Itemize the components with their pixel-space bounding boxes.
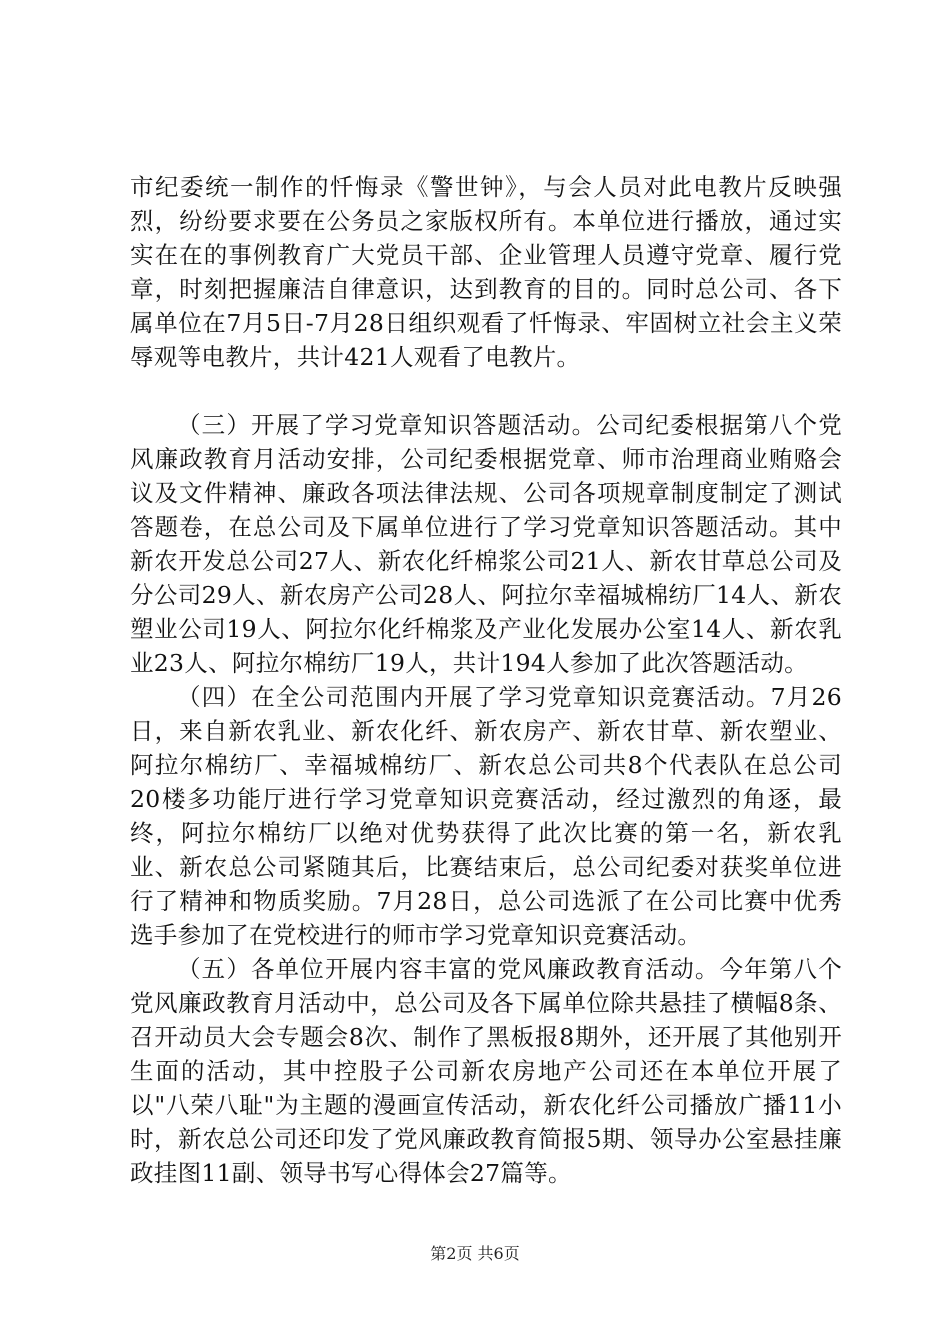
paragraph-section-four: （四）在全公司范围内开展了学习党章知识竞赛活动。7月26日，来自新农乳业、新农化纤、新农房产、新农甘草、新农塑业、阿拉尔棉纺厂、幸福城棉纺厂、新农总公司共8个代表队在总公司20楼多功能厅进行学习党章知识竞赛活动，经过激烈的角逐，最终，阿拉尔棉纺厂以绝对优势获得了此次比赛的第一名，新农乳业、新农总公司紧随其后，比赛结束后，总公司纪委对获奖单位进行了精神和物质奖励。7月28日，总公司选派了在公司比赛中优秀选手参加了在党校进行的师市学习党章知识竞赛活动。 [130,683,842,949]
paragraph-gap [130,374,842,408]
page-footer: 第2页 共6页 [430,1244,520,1263]
paragraph-section-five: （五）各单位开展内容丰富的党风廉政教育活动。今年第八个党风廉政教育月活动中，总公司及各下属单位除共悬挂了横幅8条、召开动员大会专题会8次、制作了黑板报8期外，还开展了其他别开生面的活动，其中控股子公司新农房地产公司还在本单位开展了以"八荣八耻"为主题的漫画宣传活动，新农化纤公司播放广播11小时，新农总公司还印发了党风廉政教育简报5期、领导办公室悬挂廉政挂图11副、领导书写心得体会27篇等。 [130,955,842,1187]
document-body [130,170,842,1190]
paragraph-section-three: （三）开展了学习党章知识答题活动。公司纪委根据第八个党风廉政教育月活动安排，公司纪委根据党章、师市治理商业贿赂会议及文件精神、廉政各项法律法规、公司各项规章制度制定了测试答题卷，在总公司及下属单位进行了学习党章知识答题活动。其中新农开发总公司27人、新农化纤棉浆公司21人、新农甘草总公司及分公司29人、新农房产公司28人、阿拉尔幸福城棉纺厂14人、新农塑业公司19人、阿拉尔化纤棉浆及产业化发展办公室14人、新农乳业23人、阿拉尔棉纺厂19人，共计194人参加了此次答题活动。 [130,411,842,677]
paragraph-continuation: 市纪委统一制作的忏悔录《警世钟》，与会人员对此电教片反映强烈，纷纷要求要在公务员之家版权所有。本单位进行播放，通过实实在在的事例教育广大党员干部、企业管理人员遵守党章、履行党章，时刻把握廉洁自律意识，达到教育的目的。同时总公司、各下属单位在7月5日-7月28日组织观看了忏悔录、牢固树立社会主义荣辱观等电教片，共计421人观看了电教片。 [130,173,842,371]
